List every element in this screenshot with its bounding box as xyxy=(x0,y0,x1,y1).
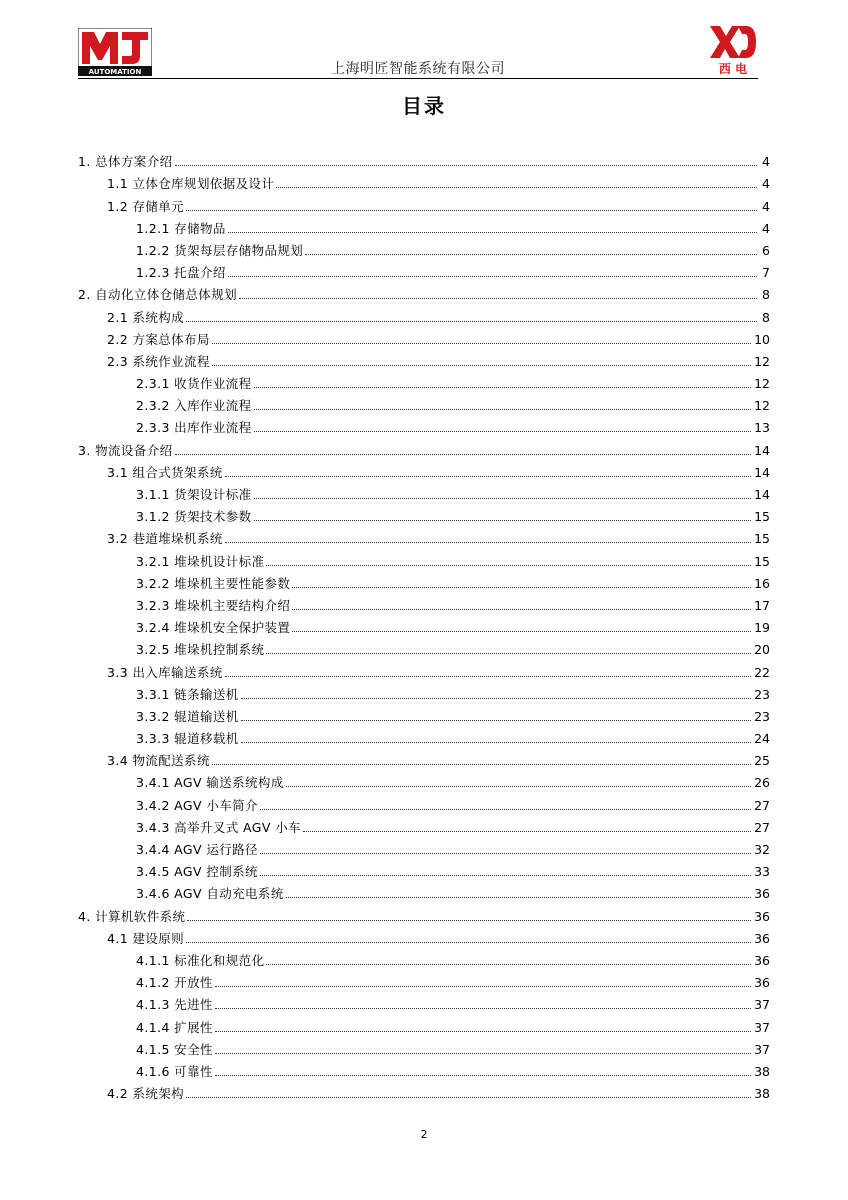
toc-entry-page: 8 xyxy=(762,287,770,303)
toc-entry-page: 13 xyxy=(754,420,770,436)
toc-entry[interactable] xyxy=(78,636,770,658)
toc-entry-label: 3.4.2 AGV 小车简介 xyxy=(136,797,258,813)
toc-entry-label: 3.3 出入库输送系统 xyxy=(107,664,223,680)
toc-entry-label: 3.4.5 AGV 控制系统 xyxy=(136,864,258,880)
toc-dot-leader xyxy=(286,786,751,787)
toc-dot-leader xyxy=(292,587,751,588)
toc-entry[interactable] xyxy=(78,925,770,947)
toc-entry[interactable] xyxy=(78,769,770,791)
toc-entry-label: 1.2.1 存储物品 xyxy=(136,220,226,236)
toc-entry[interactable] xyxy=(78,237,770,259)
toc-entry[interactable] xyxy=(78,326,770,348)
toc-entry[interactable] xyxy=(78,703,770,725)
toc-dot-leader xyxy=(186,942,751,943)
toc-entry-label: 3.3.3 辊道移载机 xyxy=(136,731,239,747)
toc-entry[interactable] xyxy=(78,814,770,836)
toc-entry-page: 12 xyxy=(754,353,770,369)
toc-entry-label: 4.1.1 标准化和规范化 xyxy=(136,952,265,968)
toc-entry-page: 14 xyxy=(754,487,770,502)
toc-entry-page: 7 xyxy=(762,265,770,281)
toc-entry-label: 3.2.1 堆垛机设计标准 xyxy=(136,553,265,569)
toc-entry-label: 2.3.2 入库作业流程 xyxy=(136,398,252,414)
toc-dot-leader xyxy=(225,476,751,477)
toc-entry-page: 37 xyxy=(754,1019,770,1035)
toc-entry[interactable] xyxy=(78,170,770,192)
toc-entry-page: 15 xyxy=(754,553,770,569)
toc-entry-label: 4.2 系统架构 xyxy=(107,1086,185,1102)
toc-entry-label: 3. 物流设备介绍 xyxy=(78,442,173,458)
toc-dot-leader xyxy=(260,853,751,854)
toc-entry-page: 36 xyxy=(754,908,770,924)
toc-entry[interactable] xyxy=(78,259,770,281)
toc-entry[interactable] xyxy=(78,414,770,436)
toc-entry[interactable] xyxy=(78,614,770,636)
toc-dot-leader xyxy=(212,764,751,765)
toc-dot-leader xyxy=(292,631,751,632)
toc-dot-leader xyxy=(254,498,752,499)
toc-dot-leader xyxy=(215,1008,751,1009)
toc-entry-label: 3.2.3 堆垛机主要结构介绍 xyxy=(136,597,291,613)
toc-entry-page: 37 xyxy=(754,1041,770,1057)
toc-entry-label: 3.4.4 AGV 运行路径 xyxy=(136,842,258,857)
toc-entry[interactable] xyxy=(78,547,770,569)
toc-entry[interactable] xyxy=(78,791,770,813)
toc-dot-leader xyxy=(225,676,751,677)
toc-entry[interactable] xyxy=(78,947,770,969)
toc-entry[interactable] xyxy=(78,481,770,503)
toc-dot-leader xyxy=(303,831,751,832)
toc-entry-page: 36 xyxy=(754,930,770,946)
toc-entry-label: 4.1.6 可靠性 xyxy=(136,1063,213,1079)
toc-entry-label: 1.2 存储单元 xyxy=(107,198,185,214)
toc-entry[interactable] xyxy=(78,902,770,924)
toc-dot-leader xyxy=(241,698,751,699)
toc-entry[interactable] xyxy=(78,725,770,747)
toc-dot-leader xyxy=(186,1097,751,1098)
toc-entry-label: 2.1 系统构成 xyxy=(107,309,185,325)
toc-dot-leader xyxy=(260,875,751,876)
toc-entry-page: 36 xyxy=(754,975,770,991)
toc-entry-label: 4.1 建设原则 xyxy=(107,930,185,946)
toc-entry-page: 4 xyxy=(762,198,770,214)
toc-entry[interactable] xyxy=(78,1058,770,1080)
toc-dot-leader xyxy=(254,431,752,432)
toc-entry-label: 3.4 物流配送系统 xyxy=(107,753,210,769)
toc-entry-label: 2.2 方案总体布局 xyxy=(107,331,210,347)
toc-entry[interactable] xyxy=(78,858,770,880)
toc-entry[interactable] xyxy=(78,503,770,525)
toc-dot-leader xyxy=(276,187,757,188)
toc-entry-label: 1.2.2 货架每层存储物品规划 xyxy=(136,242,304,258)
toc-entry[interactable] xyxy=(78,459,770,481)
toc-entry-label: 3.1.1 货架设计标准 xyxy=(136,487,252,502)
toc-entry[interactable] xyxy=(78,525,770,547)
toc-entry[interactable] xyxy=(78,348,770,370)
header-divider xyxy=(78,78,758,79)
toc-dot-leader xyxy=(215,1031,751,1032)
toc-entry[interactable] xyxy=(78,1080,770,1102)
page-header xyxy=(78,22,758,80)
toc-dot-leader xyxy=(212,365,751,366)
toc-entry-page: 27 xyxy=(754,819,770,835)
toc-entry-page: 36 xyxy=(754,886,770,902)
toc-entry-label: 3.4.3 高举升叉式 AGV 小车 xyxy=(136,819,301,835)
toc-entry[interactable] xyxy=(78,969,770,991)
toc-dot-leader xyxy=(266,565,751,566)
toc-entry-page: 12 xyxy=(754,376,770,392)
toc-dot-leader xyxy=(175,165,758,166)
toc-entry[interactable] xyxy=(78,1036,770,1058)
toc-dot-leader xyxy=(254,520,752,521)
toc-entry[interactable] xyxy=(78,592,770,614)
toc-dot-leader xyxy=(186,321,757,322)
toc-entry-page: 20 xyxy=(754,642,770,658)
toc-entry-page: 15 xyxy=(754,531,770,547)
toc-entry[interactable] xyxy=(78,436,770,458)
toc-entry-page: 12 xyxy=(754,398,770,414)
toc-dot-leader xyxy=(212,343,751,344)
toc-entry-page: 32 xyxy=(754,842,770,857)
toc-entry-label: 4.1.5 安全性 xyxy=(136,1041,213,1057)
toc-entry-page: 27 xyxy=(754,797,770,813)
toc-dot-leader xyxy=(241,742,751,743)
toc-dot-leader xyxy=(225,542,751,543)
toc-dot-leader xyxy=(286,897,751,898)
toc-entry[interactable] xyxy=(78,192,770,214)
toc-entry-page: 19 xyxy=(754,620,770,636)
toc-entry-page: 22 xyxy=(754,664,770,680)
toc-entry[interactable] xyxy=(78,148,770,170)
toc-entry-label: 3.4.6 AGV 自动充电系统 xyxy=(136,886,284,902)
toc-dot-leader xyxy=(254,387,752,388)
toc-entry-page: 15 xyxy=(754,509,770,525)
toc-entry-page: 25 xyxy=(754,753,770,769)
toc-entry[interactable] xyxy=(78,392,770,414)
toc-dot-leader xyxy=(228,232,757,233)
toc-dot-leader xyxy=(215,986,751,987)
toc-dot-leader xyxy=(260,809,751,810)
toc-entry[interactable] xyxy=(78,991,770,1013)
toc-dot-leader xyxy=(215,1075,751,1076)
toc-dot-leader xyxy=(241,720,751,721)
toc-entry-label: 2.3 系统作业流程 xyxy=(107,353,210,369)
toc-entry-label: 3.1.2 货架技术参数 xyxy=(136,509,252,525)
toc-dot-leader xyxy=(228,276,757,277)
toc-entry-page: 33 xyxy=(754,864,770,880)
toc-dot-leader xyxy=(215,1053,751,1054)
company-name: 上海明匠智能系统有限公司 xyxy=(331,61,505,77)
toc-entry[interactable] xyxy=(78,281,770,303)
toc-entry-page: 38 xyxy=(754,1086,770,1102)
toc-dot-leader xyxy=(292,609,751,610)
toc-entry-label: 2. 自动化立体仓储总体规划 xyxy=(78,287,238,303)
toc-entry-label: 3.1 组合式货架系统 xyxy=(107,464,223,480)
toc-entry-label: 3.3.2 辊道输送机 xyxy=(136,708,239,724)
page-title: 目录 xyxy=(402,94,446,118)
toc-entry[interactable] xyxy=(78,658,770,680)
toc-dot-leader xyxy=(186,210,757,211)
toc-entry[interactable] xyxy=(78,747,770,769)
toc-entry-page: 4 xyxy=(762,220,770,236)
toc-entry[interactable] xyxy=(78,1013,770,1035)
toc-entry-page: 23 xyxy=(754,708,770,724)
toc-dot-leader xyxy=(239,298,757,299)
toc-entry-label: 4.1.4 扩展性 xyxy=(136,1019,213,1035)
toc-entry-page: 14 xyxy=(754,442,770,458)
page-number: 2 xyxy=(420,1128,428,1141)
toc-entry[interactable] xyxy=(78,836,770,858)
toc-entry-page: 4 xyxy=(762,176,770,192)
toc-entry[interactable] xyxy=(78,215,770,237)
logo-right-subtext: 西 电 xyxy=(718,62,748,76)
toc-entry-page: 17 xyxy=(754,597,770,613)
toc-entry-page: 4 xyxy=(762,154,770,170)
logo-left-subtext: AUTOMATION xyxy=(88,68,142,76)
toc-entry-page: 38 xyxy=(754,1063,770,1079)
toc-entry[interactable] xyxy=(78,370,770,392)
toc-entry-page: 23 xyxy=(754,686,770,702)
toc-entry-page: 36 xyxy=(754,952,770,968)
toc-entry-label: 4.1.2 开放性 xyxy=(136,975,213,991)
table-of-contents xyxy=(78,148,770,1102)
toc-entry[interactable] xyxy=(78,681,770,703)
toc-entry-page: 6 xyxy=(762,242,770,258)
toc-entry-page: 37 xyxy=(754,997,770,1013)
toc-entry-page: 24 xyxy=(754,731,770,747)
toc-entry-page: 10 xyxy=(754,331,770,347)
toc-entry-label: 3.3.1 链条输送机 xyxy=(136,686,239,702)
toc-entry-label: 1.2.3 托盘介绍 xyxy=(136,265,226,281)
toc-entry-page: 14 xyxy=(754,464,770,480)
toc-dot-leader xyxy=(305,254,757,255)
toc-entry-label: 2.3.3 出库作业流程 xyxy=(136,420,252,436)
toc-entry[interactable] xyxy=(78,880,770,902)
toc-entry-page: 8 xyxy=(762,309,770,325)
toc-dot-leader xyxy=(266,964,751,965)
toc-dot-leader xyxy=(254,409,752,410)
toc-entry-label: 4.1.3 先进性 xyxy=(136,997,213,1013)
toc-entry-label: 3.2.4 堆垛机安全保护装置 xyxy=(136,620,291,636)
toc-entry-label: 3.2.2 堆垛机主要性能参数 xyxy=(136,575,291,591)
toc-dot-leader xyxy=(175,454,752,455)
toc-entry-label: 1.1 立体仓库规划依据及设计 xyxy=(107,176,275,192)
toc-entry-label: 3.2.5 堆垛机控制系统 xyxy=(136,642,265,658)
toc-entry[interactable] xyxy=(78,303,770,325)
toc-entry-label: 4. 计算机软件系统 xyxy=(78,908,186,924)
toc-entry-page: 16 xyxy=(754,575,770,591)
toc-entry-label: 2.3.1 收货作业流程 xyxy=(136,376,252,392)
toc-entry-label: 3.2 巷道堆垛机系统 xyxy=(107,531,223,547)
toc-entry[interactable] xyxy=(78,570,770,592)
toc-dot-leader xyxy=(187,920,751,921)
toc-dot-leader xyxy=(266,653,751,654)
toc-entry-label: 1. 总体方案介绍 xyxy=(78,154,173,170)
toc-entry-page: 26 xyxy=(754,775,770,791)
toc-entry-label: 3.4.1 AGV 输送系统构成 xyxy=(136,775,284,791)
